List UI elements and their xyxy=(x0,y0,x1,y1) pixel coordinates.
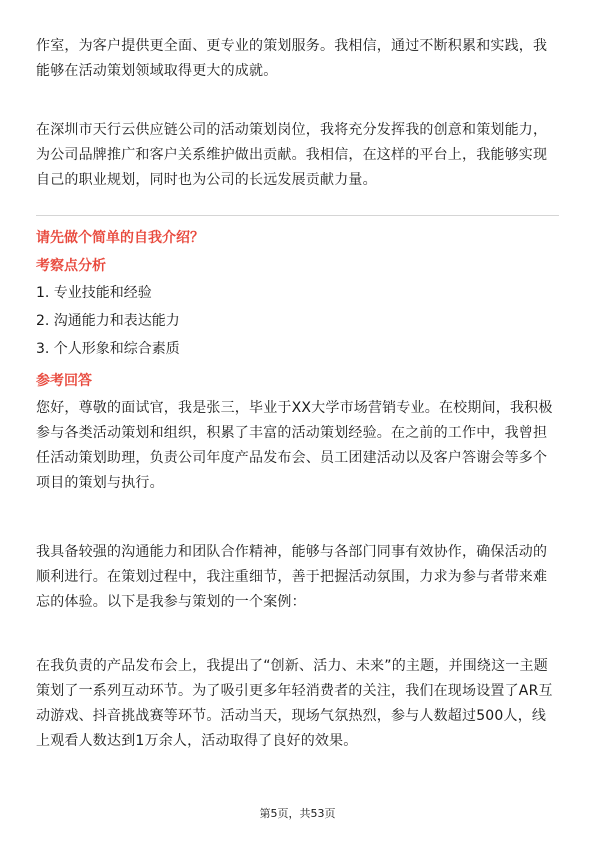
text-line: 自己的职业规划，同时也为公司的长远发展贡献力量。 xyxy=(36,172,377,188)
analysis-item: 3. 个人形象和综合素质 xyxy=(36,341,180,357)
text-line: 上观看人数达到1万余人，活动取得了良好的效果。 xyxy=(36,733,358,749)
text-line: 作室，为客户提供更全面、更专业的策划服务。我相信，通过不断积累和实践，我 xyxy=(36,38,548,54)
analysis-item: 1. 专业技能和经验 xyxy=(36,285,152,301)
question-title: 请先做个简单的自我介绍？ xyxy=(36,230,204,246)
analysis-heading: 考察点分析 xyxy=(36,258,106,274)
analysis-item: 2. 沟通能力和表达能力 xyxy=(36,313,180,329)
text-line: 任活动策划助理，负责公司年度产品发布会、员工团建活动以及客户答谢会等多个 xyxy=(36,450,548,466)
text-line: 在深圳市天行云供应链公司的活动策划岗位，我将充分发挥我的创意和策划能力， xyxy=(36,122,548,138)
answer-heading: 参考回答 xyxy=(36,373,92,389)
text-line: 能够在活动策划领域取得更大的成就。 xyxy=(36,63,278,79)
text-line: 策划了一系列互动环节。为了吸引更多年轻消费者的关注，我们在现场设置了AR互 xyxy=(36,683,553,699)
text-line: 我具备较强的沟通能力和团队合作精神，能够与各部门同事有效协作，确保活动的 xyxy=(36,544,548,560)
text-line: 动游戏、抖音挑战赛等环节。活动当天，现场气氛热烈，参与人数超过500人，线 xyxy=(36,708,547,724)
closing-paragraph xyxy=(36,118,562,193)
answer-paragraph-3 xyxy=(36,654,562,754)
answer-paragraph-1 xyxy=(36,396,562,496)
text-line: 您好，尊敬的面试官，我是张三，毕业于XX大学市场营销专业。在校期间，我积极 xyxy=(36,400,553,416)
text-line: 项目的策划与执行。 xyxy=(36,475,164,491)
text-line: 忘的体验。以下是我参与策划的一个案例： xyxy=(36,594,306,610)
text-line: 在我负责的产品发布会上，我提出了“创新、活力、未来”的主题，并围绕这一主题 xyxy=(36,658,548,674)
section-divider xyxy=(36,215,559,216)
answer-paragraph-2 xyxy=(36,540,562,615)
intro-continuation-paragraph xyxy=(36,34,562,84)
text-line: 为公司品牌推广和客户关系维护做出贡献。我相信，在这样的平台上，我能够实现 xyxy=(36,147,548,163)
text-line: 顺利进行。在策划过程中，我注重细节，善于把握活动氛围，力求为参与者带来难 xyxy=(36,569,548,585)
page-number: 第5页，共53页 xyxy=(259,807,336,820)
text-line: 参与各类活动策划和组织，积累了丰富的活动策划经验。在之前的工作中，我曾担 xyxy=(36,425,548,441)
